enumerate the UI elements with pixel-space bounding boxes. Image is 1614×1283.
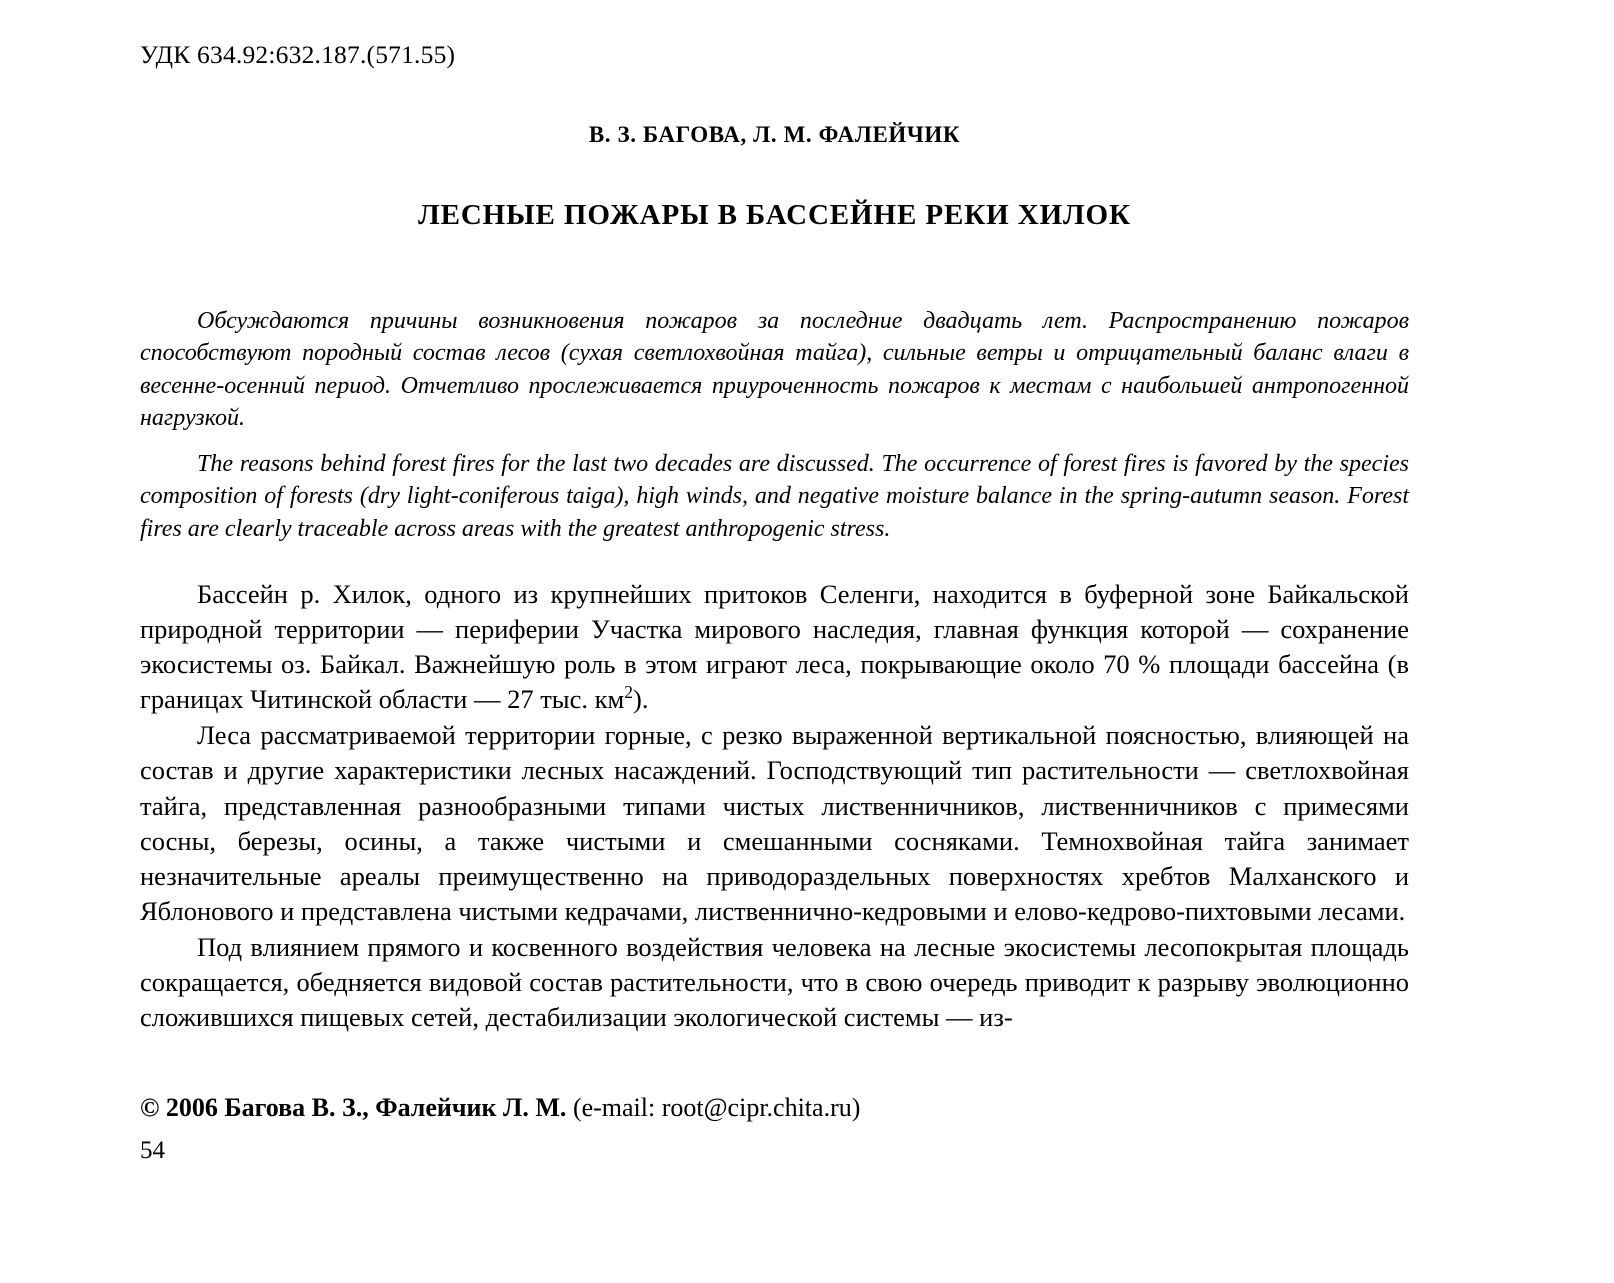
paragraph-3: Под влиянием прямого и косвенного воздействия человека на лесные экосистемы лесопокрытая площадь сокращается, обедняется видовой состав растительности, что в свою очередь приводит к разрыву эволюционно сложившихся пищевых сетей, дестабилизации экологической системы — из- [140,931,1409,1033]
abstract-english: The reasons behind forest fires for the last two decades are discussed. The occurrence of forest fires is favored by the species composition of forests (dry light-coniferous taiga), high winds, and negative moisture balance in the spring-autumn season. Forest fires are clearly traceable across areas with the greatest anthropogenic stress. [140,451,1409,542]
authors-line: В. З. БАГОВА, Л. М. ФАЛЕЙЧИК [588,122,961,147]
udk-code: УДК 634.92:632.187.(571.55) [140,40,456,69]
copyright-line [140,1093,1410,1123]
page-title: ЛЕСНЫЕ ПОЖАРЫ В БАССЕЙНЕ РЕКИ ХИЛОК [418,199,1131,231]
abstract-block [140,305,1409,545]
body-text [140,577,1409,1035]
paragraph-1 [140,577,1409,717]
copyright-holders: © 2006 Багова В. З., Фалейчик Л. М. [140,1093,567,1122]
paragraph-1-part-b: ). [633,684,649,715]
copyright-email: (e-mail: root@cipr.chita.ru) [566,1093,861,1122]
page-footer [140,1093,1410,1283]
footer-spacer [140,1165,1410,1283]
abstract-russian: Обсуждаются причины возникновения пожаров за последние двадцать лет. Распространению пожаров способствуют породный состав лесов (сухая светлохвойная тайга), сильные ветры и отрицательный баланс влаги в весенне-осенний период. Отчетливо прослеживается приуроченность пожаров к местам с наибольшей антропогенной нагрузкой. [140,308,1409,431]
paragraph-1-part-a: Бассейн р. Хилок, одного из крупнейших притоков Селенги, находится в буферной зоне Байкальской природной территории — периферии Участка мирового наследия, главная функция которой — сохранение экосистемы оз. Байкал. Важнейшую роль в этом играют леса, покрывающие около 70 % площади бассейна (в границах Читинской области — 27 тыс. км [140,578,1409,715]
paragraph-2: Леса рассматриваемой территории горные, с резко выраженной вертикальной поясностью, влияющей на состав и другие характеристики лесных насаждений. Господствующий тип растительности — светлохвойная тайга, представленная разнообразными типами чистых лиственничников, лиственничников с примесями сосны, березы, осины, а также чистыми и смешанными сосняками. Темнохвойная тайга занимает незначительные ареалы преимущественно на приводораздельных поверхностях хребтов Малханского и Яблонового и представлена чистыми кедрачами, лиственнично-кедровыми и елово-кедрово-пихтовыми лесами. [140,720,1409,926]
page-number: 54 [140,1137,165,1164]
superscript-two: 2 [624,682,634,703]
